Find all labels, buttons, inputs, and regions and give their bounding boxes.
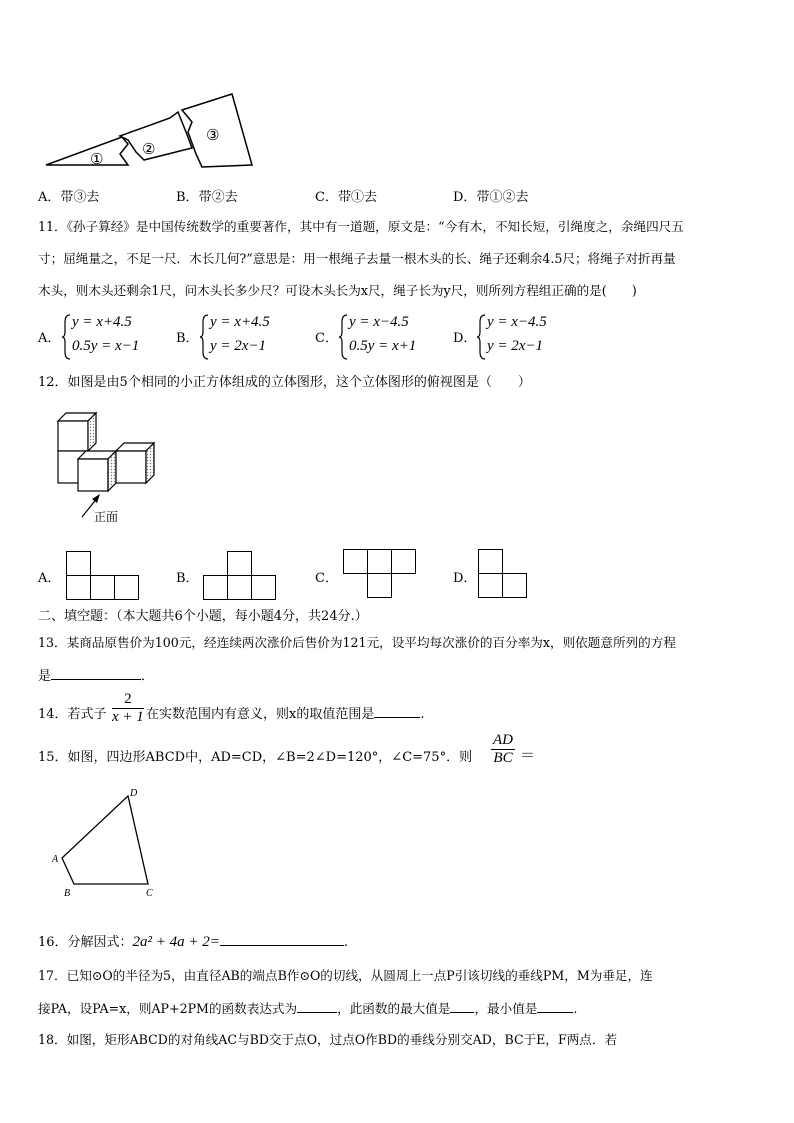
q11-option-b-letter[interactable]: B． <box>176 331 199 346</box>
q12-option-a-letter[interactable]: A． <box>38 571 61 586</box>
q17-expression-blank[interactable] <box>297 998 337 1013</box>
q14-suffix: 在实数范围内有意义，则x的取值范围是 . <box>146 703 424 722</box>
q16-expression: 2a² + 4a + 2= <box>132 934 220 950</box>
q17-min-blank[interactable] <box>537 998 573 1013</box>
q12-option-c-letter[interactable]: C． <box>315 571 338 586</box>
q12-option-d-letter[interactable]: D． <box>453 571 477 586</box>
q11-line-1: 11．《孙子算经》是中国传统数学的重要著作，其中有一道题，原文是：“今有木，不知长短，引绳度之，余绳四尺五 <box>38 219 684 234</box>
q14-answer-blank[interactable] <box>374 703 420 718</box>
q16-answer-blank[interactable] <box>220 931 344 946</box>
q15-label-d: D <box>130 788 138 799</box>
q14-prefix: 14．若式子 <box>38 707 107 722</box>
q12-option-a-view <box>66 551 141 601</box>
q11-option-b-brace <box>200 314 210 360</box>
q15-label-c: C <box>146 888 153 899</box>
q15-text: 15．如图，四边形ABCD中，AD=CD，∠B=2∠D=120°，∠C=75°．则 <box>38 750 473 765</box>
q14-fraction: $\frac{2}{x + 1}$ <box>112 691 144 725</box>
q11-option-b-eq1: y = x+4.5 <box>210 314 270 330</box>
q16-line: 16．分解因式：2a² + 4a + 2= . <box>38 931 348 951</box>
q13-line-2: 是 ． <box>38 665 154 687</box>
q11-option-d-letter[interactable]: D． <box>453 331 477 346</box>
q10-option-b[interactable]: B．带②去 <box>176 190 238 205</box>
q11-option-c-brace <box>339 314 349 360</box>
q11-option-c-letter[interactable]: C． <box>315 331 338 346</box>
section-2-heading: 二、填空题：（本大题共6个小题，每小题4分，共24分.） <box>38 609 368 624</box>
q10-option-a[interactable]: A．带③去 <box>38 190 100 205</box>
q12-solid-figure <box>50 405 170 525</box>
q10-figure <box>44 92 259 172</box>
q12-option-d-view <box>478 549 530 601</box>
q15-quadrilateral-figure <box>48 788 168 898</box>
q11-option-a-brace <box>62 314 72 360</box>
q18-line-1: 18．如图，矩形ABCD的对角线AC与BD交于点O，过点O作BD的垂线分别交AD，BC于E，F两点．若 <box>38 1032 618 1047</box>
q11-option-a-letter[interactable]: A． <box>38 331 61 346</box>
q11-option-a-eq1: y = x+4.5 <box>72 314 132 330</box>
q12-option-b-letter[interactable]: B． <box>176 571 199 586</box>
q17-max-blank[interactable] <box>450 998 474 1013</box>
q13-answer-blank[interactable] <box>51 665 141 680</box>
q15-label-b: B <box>64 888 71 899</box>
q11-option-d-brace <box>477 314 487 360</box>
q12-text: 12．如图是由5个相同的小正方体组成的立体图形，这个立体图形的俯视图是（ ） <box>38 375 531 390</box>
q12-option-b-view <box>203 551 278 601</box>
q11-line-3: 木头，则木头还剩余1尺，问木头长多少尺？可设木头长为x尺，绳子长为y尺，则所列方程组正确的是( ) <box>38 283 637 298</box>
q15-label-a: A <box>52 854 59 865</box>
q17-line-2: 接PA，设PA=x，则AP+2PM的函数表达式为 ，此函数的最大值是 ，最小值是 . <box>38 998 577 1019</box>
q12-option-c-view <box>343 549 418 599</box>
q11-option-c-eq1: y = x−4.5 <box>349 314 409 330</box>
q15-equals: ＝ <box>520 746 536 764</box>
q15-fraction: $\frac{AD}{BC}$ <box>493 732 513 766</box>
q10-option-d[interactable]: D．带①②去 <box>453 190 529 205</box>
q11-option-b-eq2: y = 2x−1 <box>210 338 267 354</box>
q11-option-a-eq2: 0.5y = x−1 <box>72 338 140 354</box>
q11-line-2: 寸；屈绳量之，不足一尺．木长几何?”意思是：用一根绳子去量一根木头的长、绳子还剩余4.5尺；将绳子对折再量 <box>38 251 676 266</box>
piece-1-label: ① <box>90 150 104 168</box>
q11-option-c-eq2: 0.5y = x+1 <box>349 338 417 354</box>
q17-line-1: 17．已知⊙O的半径为5，由直径AB的端点B作⊙O的切线，从圆周上一点P引该切线的垂线PM，M为垂足，连 <box>38 968 653 983</box>
piece-3-label: ③ <box>206 126 220 144</box>
q10-option-c[interactable]: C．带①去 <box>315 190 377 205</box>
q11-option-d-eq2: y = 2x−1 <box>487 338 544 354</box>
q13-line-1: 13．某商品原售价为100元，经连续两次涨价后售价为121元，设平均每次涨价的百分率为x，则依题意所列的方程 <box>38 635 676 650</box>
piece-2-label: ② <box>142 140 156 158</box>
q11-option-d-eq1: y = x−4.5 <box>487 314 547 330</box>
q12-front-label: 正面 <box>94 510 119 524</box>
